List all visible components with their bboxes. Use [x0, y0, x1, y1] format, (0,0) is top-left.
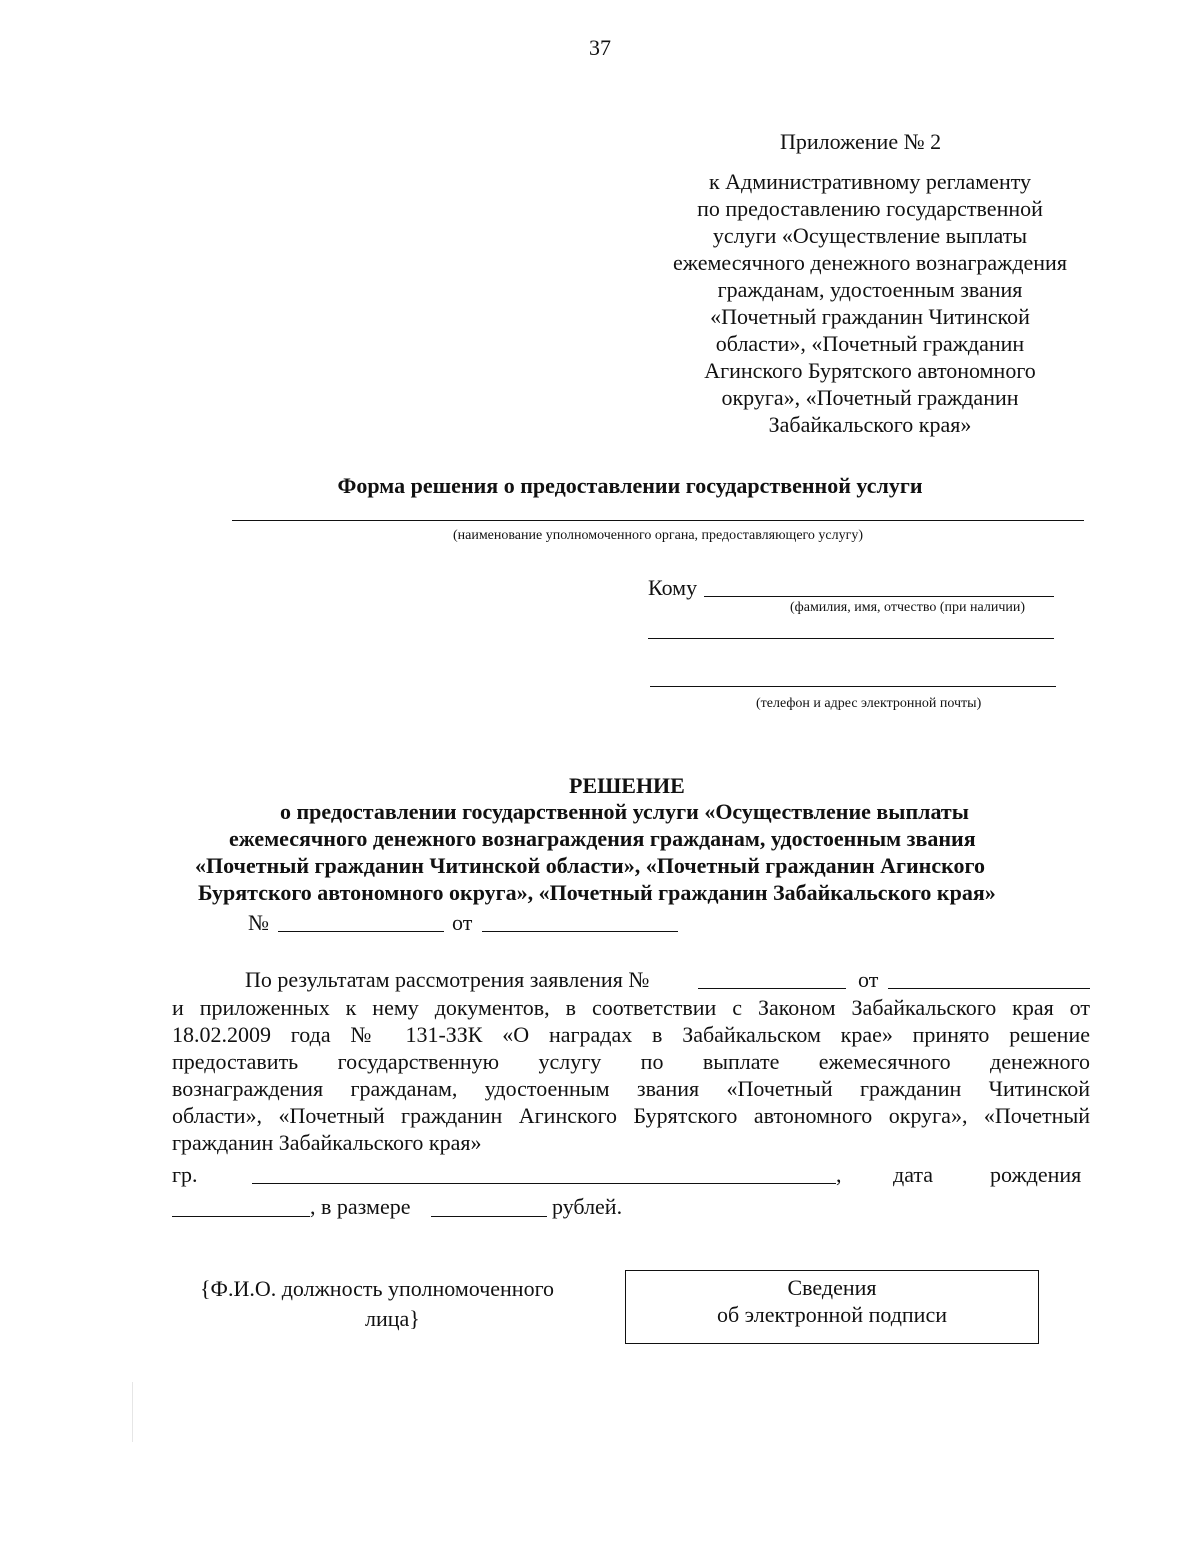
application-number-field[interactable]	[698, 988, 846, 989]
body-line: гражданин Забайкальского края»	[172, 1130, 482, 1155]
appendix-line: «Почетный гражданин Читинской	[710, 304, 1030, 329]
decision-subtitle	[180, 798, 1200, 906]
recipient-name-line[interactable]	[704, 596, 1054, 597]
authority-caption: (наименование уполномоченного органа, предоставляющего услугу)	[452, 528, 864, 543]
decision-subtitle-line: о предоставлении государственной услуги «Осуществление выплаты	[280, 799, 969, 824]
body-line: вознаграждения гражданам, удостоенным звания «Почетный гражданин Читинской	[172, 1076, 1090, 1101]
appendix-line: ежемесячного денежного вознаграждения	[673, 250, 1067, 275]
birth-date-field[interactable]	[172, 1216, 310, 1217]
body-line: и приложенных к нему документов, в соответствии с Законом Забайкальского края от	[172, 995, 1090, 1020]
page-number: 37	[589, 35, 611, 60]
decision-number-field[interactable]	[278, 931, 444, 932]
citizen-comma: ,	[836, 1162, 842, 1187]
appendix-line: по предоставлению государственной	[697, 196, 1043, 221]
amount-suffix: рублей.	[552, 1194, 623, 1219]
form-title: Форма решения о предоставлении государственной услуги	[337, 473, 923, 498]
birth-date-word: дата	[893, 1162, 934, 1187]
appendix-line: к Административному регламенту	[708, 169, 1032, 194]
appendix-line: Агинского Бурятского автономного	[704, 358, 1036, 383]
body-line: предоставить государственную услугу по выплате ежемесячного денежного	[172, 1049, 1090, 1074]
recipient-contact-line[interactable]	[650, 686, 1056, 687]
body-first-line: По результатам рассмотрения заявления №	[245, 967, 650, 992]
appendix-line: Забайкальского края»	[768, 412, 972, 437]
decision-from-label: от	[452, 910, 473, 935]
appendix-line: гражданам, удостоенным звания	[717, 277, 1023, 302]
recipient-contact-caption: (телефон и адрес электронной почты)	[756, 696, 982, 711]
scan-margin-mark	[132, 1382, 133, 1442]
appendix-line: округа», «Почетный гражданин	[721, 385, 1019, 410]
decision-heading: РЕШЕНИЕ	[569, 773, 685, 798]
electronic-signature-box	[625, 1270, 1039, 1344]
body-paragraph	[172, 994, 1090, 1156]
citizen-name-field[interactable]	[252, 1183, 836, 1184]
decision-subtitle-line: «Почетный гражданин Читинской области», «Почетный гражданин Агинского	[195, 853, 985, 878]
official-signature-label: {Ф.И.О. должность уполномоченного	[200, 1276, 555, 1301]
to-label: Кому	[648, 575, 698, 600]
esig-subtitle: об электронной подписи	[716, 1302, 947, 1327]
esig-title: Сведения	[787, 1275, 877, 1300]
decision-subtitle-line: Бурятского автономного округа», «Почетный гражданин Забайкальского края»	[198, 880, 996, 905]
birth-date-word: рождения	[990, 1162, 1082, 1187]
appendix-line: области», «Почетный гражданин	[715, 331, 1025, 356]
body-line: 18.02.2009 года № 131-ЗЗК «О наградах в Забайкальском крае» принято решение	[172, 1022, 1090, 1047]
citizen-label: гр.	[172, 1162, 198, 1187]
recipient-address-line[interactable]	[648, 638, 1054, 639]
appendix-title: Приложение № 2	[780, 129, 942, 154]
application-date-field[interactable]	[888, 988, 1090, 989]
decision-number-label: №	[248, 910, 269, 935]
official-signature-label: лица}	[365, 1306, 420, 1331]
decision-subtitle-line: ежемесячного денежного вознаграждения гражданам, удостоенным звания	[229, 826, 976, 851]
amount-field[interactable]	[431, 1216, 547, 1217]
application-from-label: от	[858, 967, 879, 992]
appendix-reference	[600, 168, 1140, 438]
recipient-name-caption: (фамилия, имя, отчество (при наличии)	[790, 600, 1026, 615]
appendix-line: услуги «Осуществление выплаты	[712, 223, 1028, 248]
authority-name-line[interactable]	[232, 520, 1084, 521]
amount-prefix: , в размере	[310, 1194, 411, 1219]
decision-date-field[interactable]	[482, 931, 678, 932]
body-line: области», «Почетный гражданин Агинского Бурятского автономного округа», «Почетный	[172, 1103, 1090, 1128]
